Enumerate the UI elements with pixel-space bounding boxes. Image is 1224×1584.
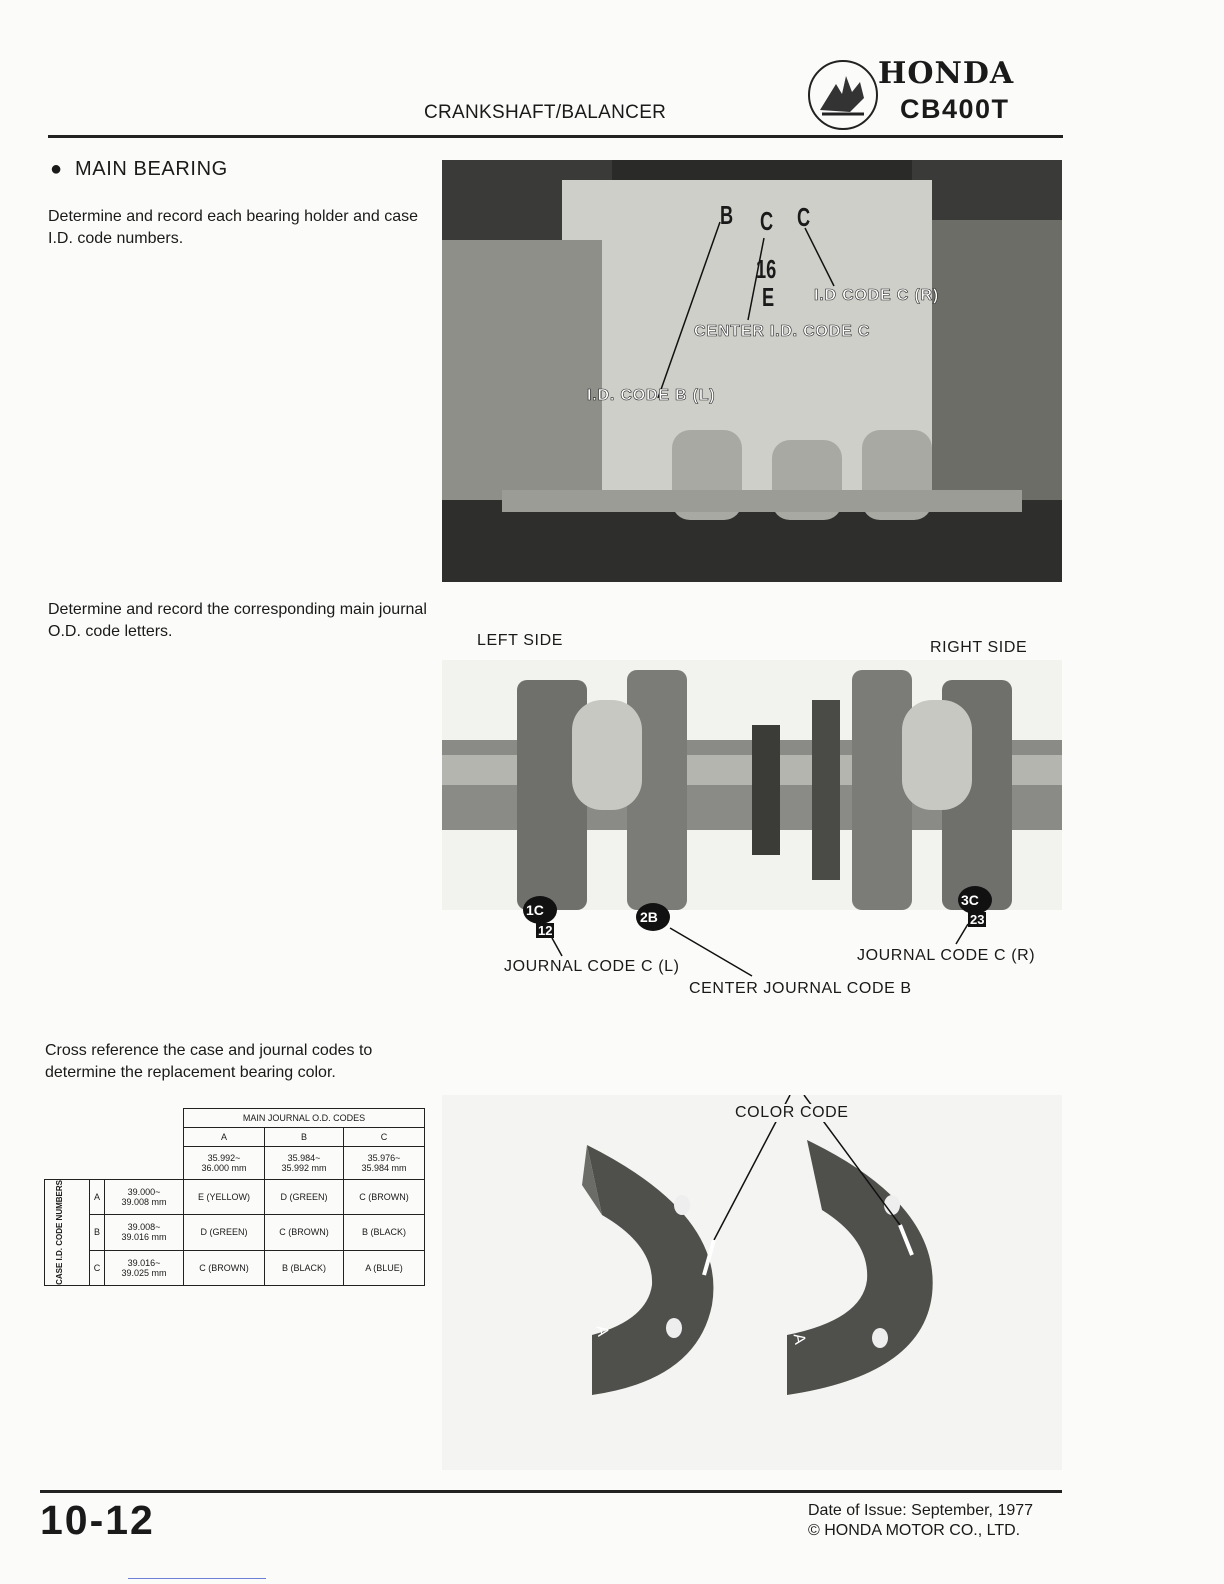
- table-title: MAIN JOURNAL O.D. CODES: [184, 1109, 425, 1128]
- mark-2b: 2B: [640, 909, 658, 925]
- footer-rule: [40, 1490, 1062, 1493]
- honda-wing-logo-icon: [806, 58, 880, 132]
- col-code-a: A: [184, 1128, 265, 1147]
- table-row: [45, 1128, 425, 1147]
- instruction-1: Determine and record each bearing holder and case I.D. code numbers.: [48, 208, 419, 247]
- instruction-2: Determine and record the corresponding main journal O.D. code letters.: [48, 601, 427, 640]
- section-title: CRANKSHAFT/BALANCER: [424, 102, 667, 123]
- cell-b-b: C (BROWN): [265, 1215, 344, 1250]
- mark-12: 12: [538, 923, 553, 938]
- label-center-id-code: CENTER I.D. CODE C: [694, 323, 871, 340]
- stamp-b: B: [720, 200, 734, 230]
- table-row: [45, 1180, 425, 1215]
- instruction-3: Cross reference the case and journal codes to determine the replacement bearing color.: [45, 1042, 373, 1081]
- mark-23: 23: [970, 912, 985, 927]
- row-range-a: 39.000~ 39.008 mm: [105, 1180, 184, 1215]
- col-code-c: C: [344, 1128, 425, 1147]
- bullet-icon: ●: [50, 158, 75, 180]
- row-range-b: 39.008~ 39.016 mm: [105, 1215, 184, 1250]
- crankcase-illustration: [442, 160, 1062, 582]
- row-code-a: A: [90, 1180, 105, 1215]
- row-code-c: C: [90, 1250, 105, 1285]
- bearing-selection-table: [44, 1108, 425, 1286]
- label-center-journal-code: CENTER JOURNAL CODE B: [689, 980, 912, 997]
- stamp-c2: C: [797, 202, 811, 232]
- cell-c-b: B (BLACK): [265, 1250, 344, 1285]
- header-rule: [48, 135, 1063, 138]
- shell-letter-left: A: [592, 1324, 612, 1338]
- issue-date: Date of Issue: September, 1977: [808, 1502, 1034, 1519]
- label-color-code: COLOR CODE: [735, 1104, 849, 1121]
- mark-3c: 3C: [961, 892, 979, 908]
- stamp-16: 16: [756, 254, 777, 284]
- label-journal-code-left: JOURNAL CODE C (L): [504, 958, 680, 975]
- stamp-c1: C: [760, 206, 774, 236]
- row-code-b: B: [90, 1215, 105, 1250]
- crankshaft-illustration: [442, 660, 1062, 910]
- cell-b-c: B (BLACK): [344, 1215, 425, 1250]
- col-code-b: B: [265, 1128, 344, 1147]
- table-row: [45, 1215, 425, 1250]
- label-id-code-right: I.D CODE C (R): [814, 287, 939, 304]
- col-range-c: 35.976~ 35.984 mm: [344, 1147, 425, 1180]
- label-left-side: LEFT SIDE: [477, 632, 564, 649]
- mark-1c: 1C: [526, 902, 544, 918]
- stamp-e: E: [762, 282, 775, 312]
- row-range-c: 39.016~ 39.025 mm: [105, 1250, 184, 1285]
- heading-text: MAIN BEARING: [75, 158, 228, 180]
- table-row: [45, 1147, 425, 1180]
- bearing-shells-photo: [442, 1095, 1062, 1470]
- cell-c-c: A (BLUE): [344, 1250, 425, 1285]
- crankcase-photo: [442, 160, 1062, 582]
- table-row: [45, 1109, 425, 1128]
- row-group-label: CASE I.D. CODE NUMBERS: [45, 1180, 90, 1286]
- col-range-b: 35.984~ 35.992 mm: [265, 1147, 344, 1180]
- bottom-link-underline: [128, 1578, 266, 1579]
- label-id-code-left: I.D. CODE B (L): [587, 387, 716, 404]
- copyright: © HONDA MOTOR CO., LTD.: [808, 1522, 1021, 1539]
- page-number: 10-12: [40, 1497, 155, 1543]
- section-heading: [50, 158, 228, 181]
- brand-name: HONDA: [878, 56, 1015, 91]
- label-journal-code-right: JOURNAL CODE C (R): [857, 947, 1036, 964]
- label-right-side: RIGHT SIDE: [930, 639, 1028, 656]
- cell-b-a: D (GREEN): [184, 1215, 265, 1250]
- table-row: [45, 1250, 425, 1285]
- crankshaft-photo: [442, 660, 1062, 910]
- cell-a-b: D (GREEN): [265, 1180, 344, 1215]
- col-range-a: 35.992~ 36.000 mm: [184, 1147, 265, 1180]
- cell-c-a: C (BROWN): [184, 1250, 265, 1285]
- model-name: CB400T: [900, 94, 1010, 124]
- shell-letter-right: A: [789, 1332, 809, 1346]
- bearing-shells-illustration: [442, 1095, 1062, 1470]
- cell-a-a: E (YELLOW): [184, 1180, 265, 1215]
- cell-a-c: C (BROWN): [344, 1180, 425, 1215]
